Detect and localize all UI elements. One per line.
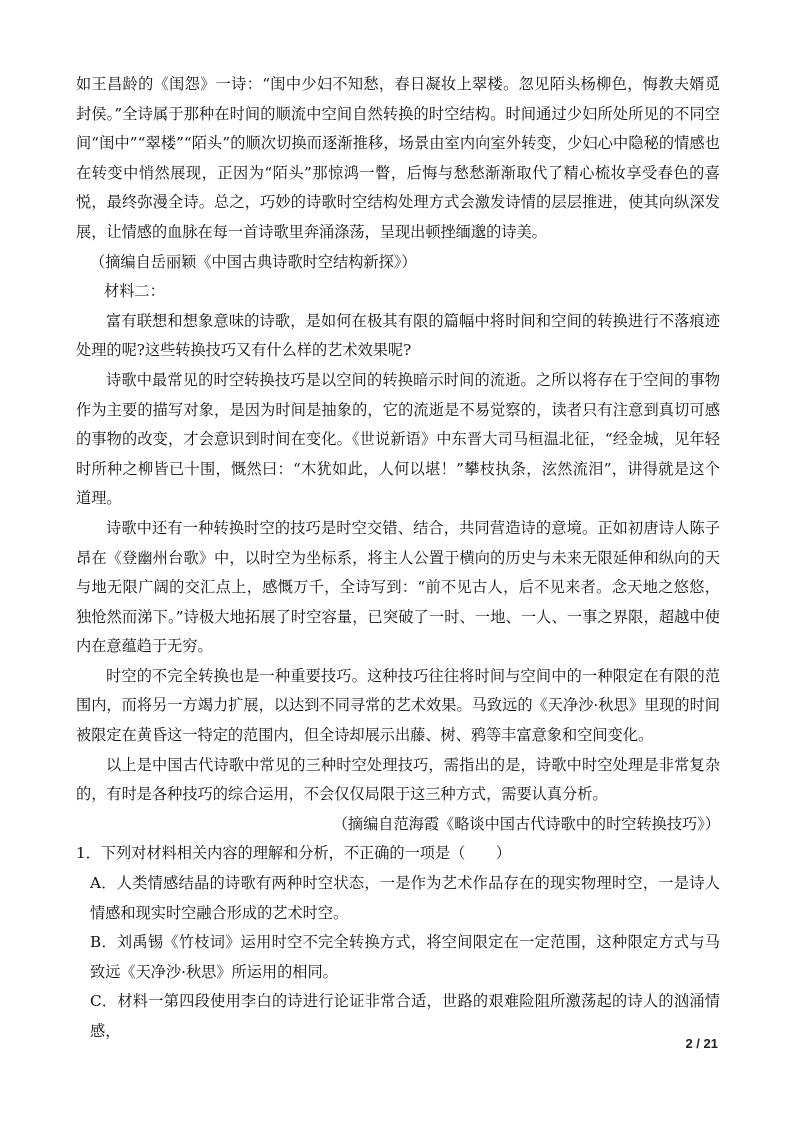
document-page [76,70,720,1047]
paragraph-technique-two: 诗歌中还有一种转换时空的技巧是时空交错、结合，共同营造诗的意境。正如初唐诗人陈子昂在《登幽州台歌》中，以时空为坐标系，将主人公置于横向的历史与未来无限延伸和纵向的天与地无限广阔的交汇点上，感慨万千，全诗写到：“前不见古人，后不见来者。念天地之悠悠，独怆然而涕下。”诗极大地拓展了时空容量，已突破了一时、一地、一人、一事之界限，超越中使内在意蕴趋于无穷。 [76,518,720,656]
material-two-heading: 材料二： [104,282,165,301]
option-a: A．人类情感结晶的诗歌有两种时空状态，一是作为艺术作品存在的现实物理时空，一是诗人情感和现实时空融合形成的艺术时空。 [90,874,720,922]
paragraph-technique-three: 时空的不完全转换也是一种重要技巧。这种技巧往往将时间与空间中的一种限定在有限的范围内，而将另一方竭力扩展，以达到不同寻常的艺术效果。马致远的《天净沙·秋思》里现的时间被限定在黄昏这一特定的范围内，但全诗却展示出藤、树、鸦等丰富意象和空间变化。 [76,666,720,745]
page-number: 2 / 21 [685,1036,718,1051]
paragraph-wangchangling-example: 如王昌龄的《闺怨》一诗：“闺中少妇不知愁，春日凝妆上翠楼。忽见陌头杨柳色，悔教夫婿觅封侯。”全诗属于那种在时间的顺流中空间自然转换的时空结构。时间通过少妇所处所见的不同空间“闺中”“翠楼”“陌头”的顺次切换而逐渐推移，场景由室内向室外转变，少妇心中隐秘的情感也在转变中悄然展现，正因为“陌头”那惊鸿一瞥，后悔与愁愁渐渐取代了精心梳妆享受春色的喜悦，最终弥漫全诗。总之，巧妙的诗歌时空结构处理方式会激发诗情的层层推进，使其向纵深发展，让情感的血脉在每一首诗歌里奔涌涤荡，呈现出顿挫缅邈的诗美。 [76,75,720,241]
option-b: B．刘禹锡《竹枝词》运用时空不完全转换方式，将空间限定在一定范围，这种限定方式与马致远《天净沙·秋思》所运用的相同。 [90,933,720,981]
paragraph-technique-one: 诗歌中最常见的时空转换技巧是以空间的转换暗示时间的流逝。之所以将存在于空间的事物作为主要的描写对象，是因为时间是抽象的，它的流逝是不易觉察的，读者只有注意到真切可感的事物的改变，才会意识到时间在变化。《世说新语》中东晋大司马桓温北征，“经金城，见年轻时所种之柳皆已十围，慨然曰：“木犹如此，人何以堪！”攀枝执条，泫然流泪”，讲得就是这个道理。 [76,370,720,508]
citation-material-one: （摘编自岳丽颖《中国古典诗歌时空结构新探》） [90,252,417,271]
question-one-stem: 1．下列对材料相关内容的理解和分析，不正确的一项是（ ） [76,844,511,863]
citation-material-two: （摘编自范海霞《略谈中国古代诗歌中的时空转换技巧》） [332,814,720,833]
paragraph-conclusion: 以上是中国古代诗歌中常见的三种时空处理技巧，需指出的是，诗歌中时空处理是非常复杂的，有时是各种技巧的综合运用，不会仅仅局限于这三种方式，需要认真分析。 [76,755,720,804]
option-c: C．材料一第四段使用李白的诗进行论证非常合适，世路的艰难险阻所激荡起的诗人的汹涌情感， [90,992,720,1040]
paragraph-intro-question: 富有联想和想象意味的诗歌，是如何在极其有限的篇幅中将时间和空间的转换进行不落痕迹处理的呢?这些转换技巧又有什么样的艺术效果呢? [76,311,720,360]
